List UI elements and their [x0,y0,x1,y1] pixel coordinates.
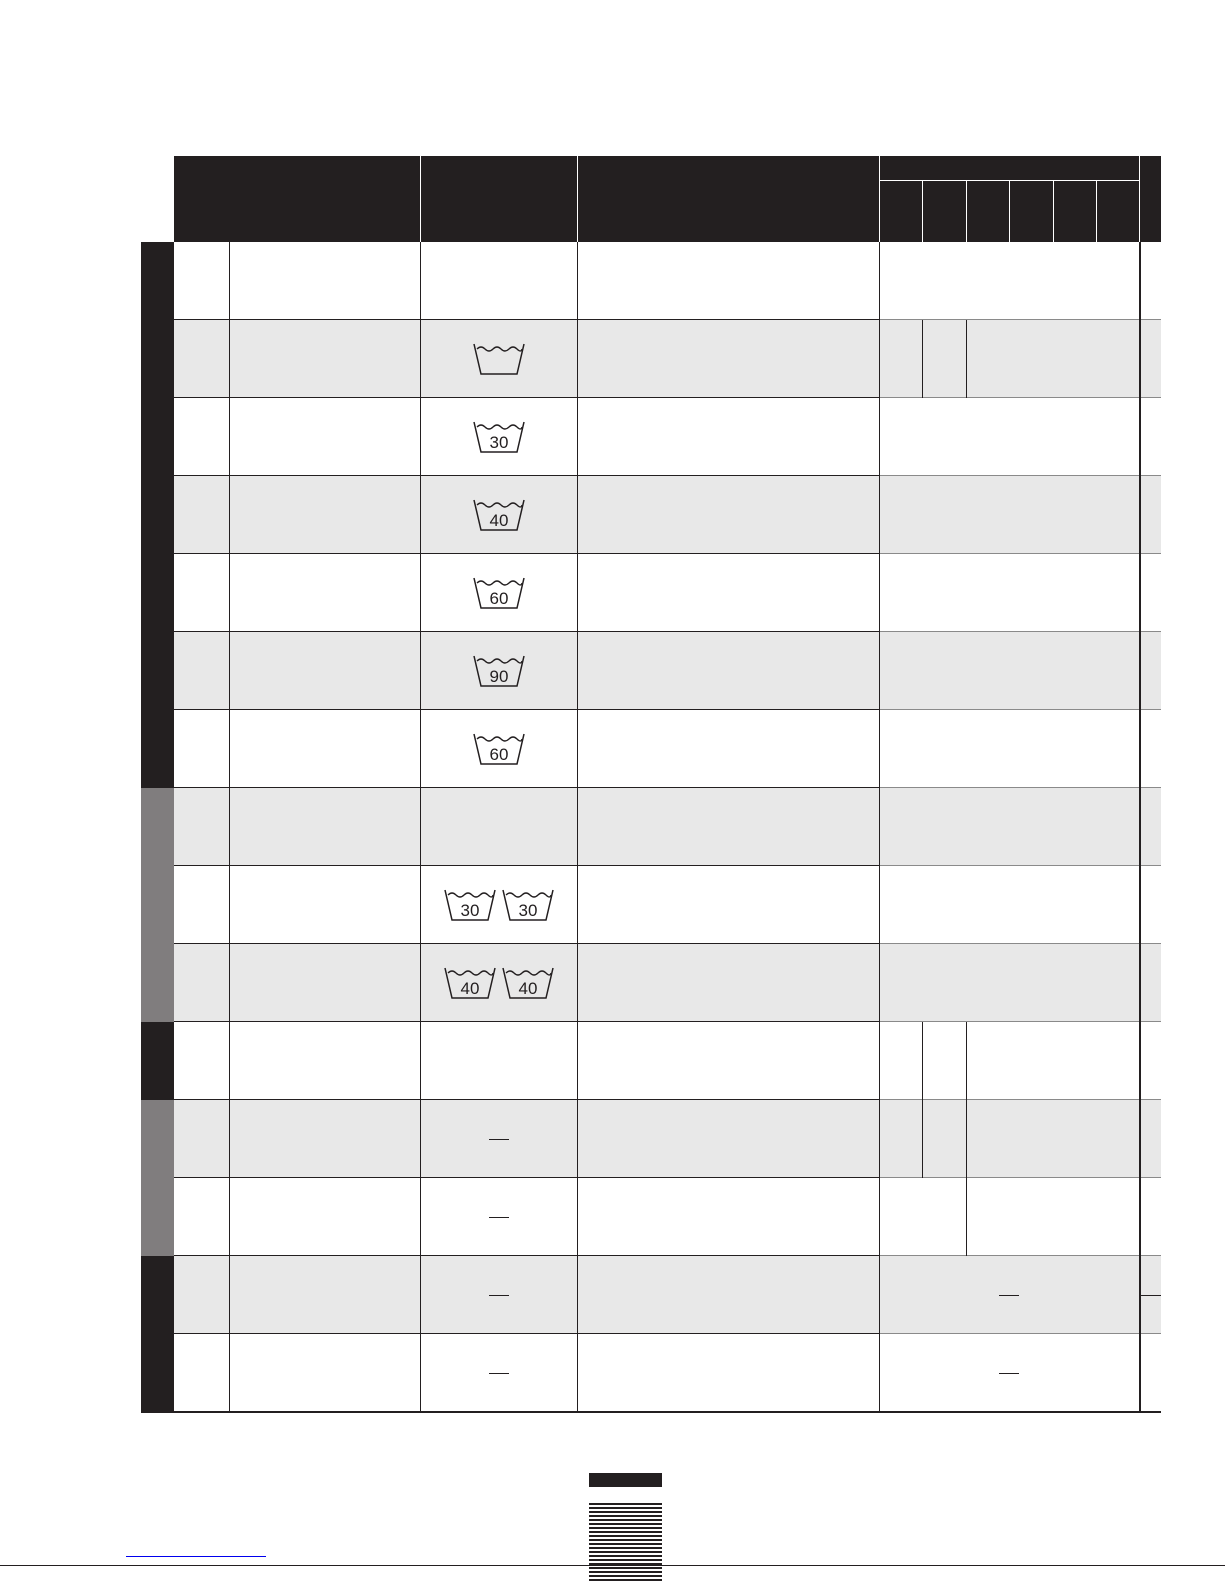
header-divider [1139,156,1140,242]
table-row [420,866,577,944]
barcode-line [589,1539,662,1541]
table-row [420,632,577,710]
wash-tub-icon [501,888,555,922]
table-row [420,1022,577,1100]
page-bottom-rule [0,1565,1225,1566]
subcol-divider [922,1100,923,1178]
table-bottom-border [141,1411,1161,1413]
subcol-divider [922,1022,923,1100]
header-subcol-divider [1096,180,1097,242]
barcode-line [589,1535,662,1537]
wash-tub-icon [472,342,526,376]
table-row-shade [174,944,1161,1022]
wash-tub-icon [472,420,526,454]
table-row [420,1256,577,1334]
table-row [420,476,577,554]
column-divider [879,242,880,1412]
row-divider [879,865,1161,866]
barcode-line [589,1527,662,1529]
em-dash-icon [999,1295,1019,1296]
table-row [420,242,577,320]
barcode-line [589,1567,662,1569]
footer-link[interactable] [126,1556,266,1557]
table-row [420,1100,577,1178]
barcode-line [589,1555,662,1557]
wash-tub-icon [501,966,555,1000]
side-group-bar [141,788,174,1022]
subcol-divider [966,1022,967,1100]
wash-temperature-label: 40 [460,979,479,998]
wash-temperature-label: 30 [489,433,508,452]
barcode-line [589,1575,662,1577]
table-row-shade [174,632,1161,710]
barcode-line [589,1515,662,1517]
em-dash-icon [489,1373,509,1374]
table-row-shade [174,476,1161,554]
wash-tub-icon [443,966,497,1000]
header-subcol-divider [1009,180,1010,242]
barcode-line [589,1543,662,1545]
barcode-line [589,1507,662,1509]
table-row [420,944,577,1022]
table-row [420,554,577,632]
table-header [174,156,1161,242]
table-row-shade [174,320,1161,398]
column-divider [577,242,578,1412]
wash-temperature-label: 90 [489,667,508,686]
wash-temperature-label: 60 [489,589,508,608]
row-divider [879,709,1161,710]
wash-tub-icon [472,498,526,532]
table-row [420,398,577,476]
wash-tub-icon [472,576,526,610]
header-subcol-divider [1053,180,1054,242]
barcode-line [589,1547,662,1549]
barcode-line [589,1519,662,1521]
side-group-bar [141,1256,174,1412]
em-dash-icon [489,1139,509,1140]
side-group-bar [141,1100,174,1256]
table-row [879,1334,1139,1412]
subcol-divider [922,320,923,398]
barcode-line [589,1559,662,1561]
side-group-bar [141,1022,174,1100]
row-divider [879,553,1161,554]
wash-temperature-label: 30 [518,901,537,920]
barcode-line [589,1503,662,1505]
table-row [420,320,577,398]
barcode-line [589,1531,662,1533]
header-divider [879,156,880,242]
wash-temperature-label: 30 [460,901,479,920]
subcol-divider [966,1178,967,1256]
barcode-line [589,1523,662,1525]
wash-temperature-label: 40 [518,979,537,998]
em-dash-icon [489,1295,509,1296]
side-group-bar [141,242,174,788]
header-subcol-divider [966,180,967,242]
column-divider [1139,242,1141,1412]
table-row [879,1256,1139,1334]
wash-temperature-label: 40 [489,511,508,530]
table-row [420,788,577,866]
subcol-divider [966,1100,967,1178]
em-dash-icon [999,1373,1019,1374]
table-row-shade [174,788,1161,866]
barcode-line [589,1571,662,1573]
barcode-line [589,1551,662,1553]
wash-tub-icon [472,654,526,688]
em-dash-icon [489,1217,509,1218]
table-row-shade [174,1100,1161,1178]
barcode-icon [589,1473,662,1585]
header-subcol-divider [922,180,923,242]
table-row [420,1178,577,1256]
wash-temperature-label: 60 [489,745,508,764]
wash-tub-icon [443,888,497,922]
header-divider [577,156,578,242]
barcode-line [589,1511,662,1513]
table-row [420,710,577,788]
row-divider [1139,1295,1161,1296]
table-row [420,1334,577,1412]
wash-tub-icon [472,732,526,766]
column-divider [229,242,230,1412]
barcode-line [589,1579,662,1581]
column-divider [420,242,421,1412]
subcol-divider [966,320,967,398]
header-divider [420,156,421,242]
